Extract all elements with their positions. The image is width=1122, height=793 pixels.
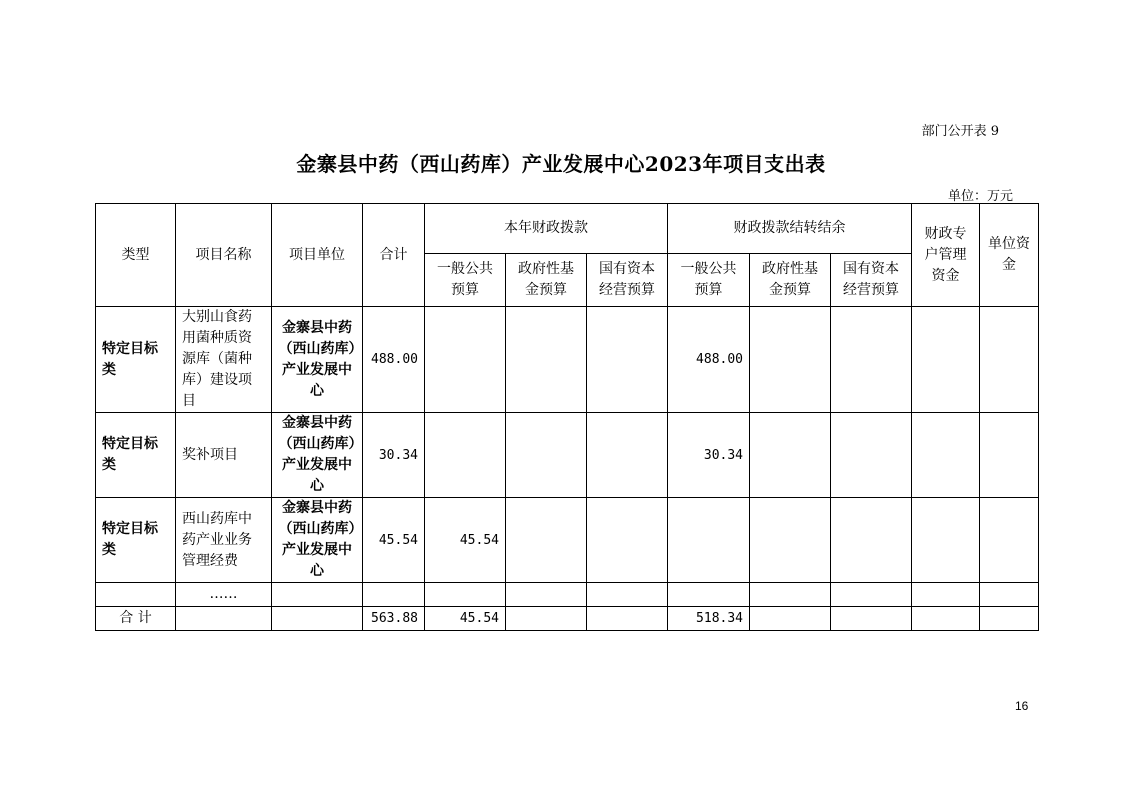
cell-unit-fund bbox=[980, 413, 1039, 498]
cell-empty bbox=[831, 607, 912, 631]
header-co-gov: 政府性基金预算 bbox=[750, 254, 831, 307]
cell-empty bbox=[506, 583, 587, 607]
header-project-unit: 项目单位 bbox=[272, 204, 363, 307]
cell-empty bbox=[831, 583, 912, 607]
cell-type: 特定目标类 bbox=[96, 413, 176, 498]
cell-unit-fund bbox=[980, 498, 1039, 583]
cell-empty bbox=[750, 607, 831, 631]
cell-empty bbox=[176, 607, 272, 631]
cell-cy-state bbox=[587, 498, 668, 583]
header-cy-state: 国有资本经营预算 bbox=[587, 254, 668, 307]
cell-cy-gov bbox=[506, 498, 587, 583]
cell-total: 488.00 bbox=[363, 307, 425, 413]
header-unit-fund: 单位资金 bbox=[980, 204, 1039, 307]
header-cy-general: 一般公共预算 bbox=[425, 254, 506, 307]
page-title: 金寨县中药（西山药库）产业发展中心2023年项目支出表 bbox=[296, 152, 826, 176]
cell-co-general: 488.00 bbox=[668, 307, 750, 413]
cell-co-general bbox=[668, 498, 750, 583]
cell-co-gov bbox=[750, 413, 831, 498]
cell-empty bbox=[506, 607, 587, 631]
cell-cy-general: 45.54 bbox=[425, 498, 506, 583]
header-current-year: 本年财政拨款 bbox=[425, 204, 668, 254]
page-number: 16 bbox=[1015, 699, 1029, 713]
cell-empty bbox=[750, 583, 831, 607]
cell-type: 特定目标类 bbox=[96, 307, 176, 413]
cell-unit-fund bbox=[980, 307, 1039, 413]
cell-total: 30.34 bbox=[363, 413, 425, 498]
header-project-name: 项目名称 bbox=[176, 204, 272, 307]
cell-project-name: 奖补项目 bbox=[176, 413, 272, 498]
cell-cy-general bbox=[425, 413, 506, 498]
header-cy-gov: 政府性基金预算 bbox=[506, 254, 587, 307]
cell-co-state bbox=[831, 498, 912, 583]
total-sum: 563.88 bbox=[363, 607, 425, 631]
ellipsis-row bbox=[96, 583, 1039, 607]
cell-co-state bbox=[831, 307, 912, 413]
form-number: 部门公开表 9 bbox=[921, 124, 999, 139]
table-row bbox=[96, 307, 1039, 413]
cell-total: 45.54 bbox=[363, 498, 425, 583]
cell-empty bbox=[587, 583, 668, 607]
cell-empty bbox=[587, 607, 668, 631]
cell-project-unit: 金寨县中药（西山药库）产业发展中心 bbox=[272, 307, 363, 413]
total-row bbox=[96, 607, 1039, 631]
cell-co-gov bbox=[750, 307, 831, 413]
cell-empty bbox=[980, 607, 1039, 631]
cell-empty bbox=[912, 607, 980, 631]
cell-empty bbox=[363, 583, 425, 607]
cell-type: 特定目标类 bbox=[96, 498, 176, 583]
project-expenditure-table bbox=[95, 203, 1039, 631]
cell-cy-gov bbox=[506, 307, 587, 413]
cell-empty bbox=[425, 583, 506, 607]
cell-special-fund bbox=[912, 498, 980, 583]
header-total: 合计 bbox=[363, 204, 425, 307]
unit-label: 单位：万元 bbox=[947, 189, 1013, 204]
cell-cy-general bbox=[425, 307, 506, 413]
cell-project-unit: 金寨县中药（西山药库）产业发展中心 bbox=[272, 413, 363, 498]
cell-project-unit: 金寨县中药（西山药库）产业发展中心 bbox=[272, 498, 363, 583]
total-cy-general: 45.54 bbox=[425, 607, 506, 631]
cell-cy-gov bbox=[506, 413, 587, 498]
cell-special-fund bbox=[912, 307, 980, 413]
header-type: 类型 bbox=[96, 204, 176, 307]
cell-empty bbox=[96, 583, 176, 607]
cell-empty bbox=[912, 583, 980, 607]
cell-special-fund bbox=[912, 413, 980, 498]
cell-empty bbox=[272, 607, 363, 631]
cell-project-name: 西山药库中药产业业务管理经费 bbox=[176, 498, 272, 583]
cell-empty bbox=[980, 583, 1039, 607]
table-row bbox=[96, 498, 1039, 583]
cell-empty bbox=[272, 583, 363, 607]
cell-co-gov bbox=[750, 498, 831, 583]
total-co-general: 518.34 bbox=[668, 607, 750, 631]
cell-cy-state bbox=[587, 307, 668, 413]
cell-cy-state bbox=[587, 413, 668, 498]
ellipsis-cell: …… bbox=[176, 583, 272, 607]
cell-project-name: 大别山食药用菌种质资源库（菌种库）建设项目 bbox=[176, 307, 272, 413]
cell-empty bbox=[668, 583, 750, 607]
header-carryover: 财政拨款结转结余 bbox=[668, 204, 912, 254]
header-co-state: 国有资本经营预算 bbox=[831, 254, 912, 307]
table-row bbox=[96, 413, 1039, 498]
total-label: 合 计 bbox=[96, 607, 176, 631]
header-co-general: 一般公共预算 bbox=[668, 254, 750, 307]
cell-co-general: 30.34 bbox=[668, 413, 750, 498]
cell-co-state bbox=[831, 413, 912, 498]
header-special-fund: 财政专户管理资金 bbox=[912, 204, 980, 307]
